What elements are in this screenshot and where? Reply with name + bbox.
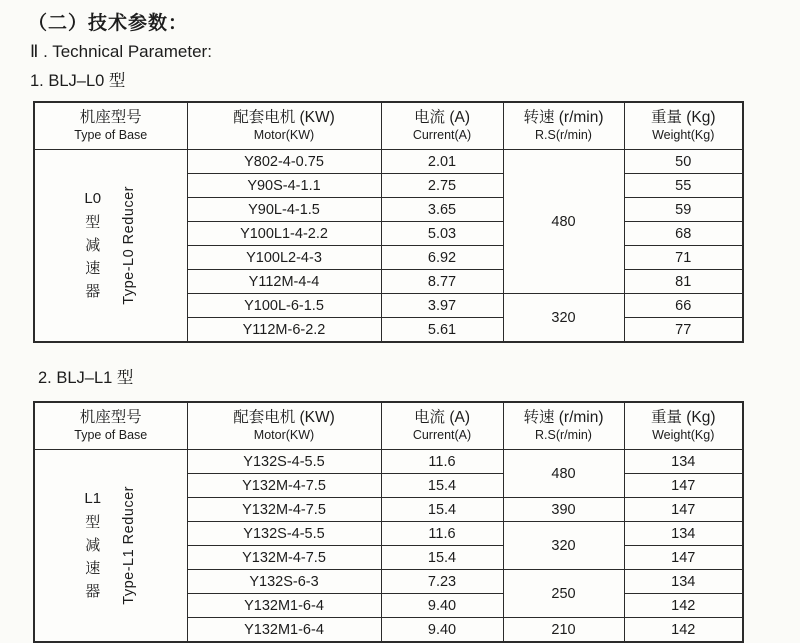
- header-label-en: Weight(Kg): [652, 428, 715, 443]
- weight-cell: 147: [624, 474, 743, 498]
- speed-cell: 480: [503, 150, 624, 294]
- side-label-cn: [84, 487, 101, 603]
- header-label-cn: 转速 (r/min): [523, 108, 604, 126]
- weight-cell: 68: [624, 222, 743, 246]
- weight-cell: 134: [624, 570, 743, 594]
- header-label-cn: 重量 (Kg): [650, 408, 716, 426]
- table2-heading: 2. BLJ–L1 型: [38, 369, 134, 387]
- motor-cell: Y132M-4-7.5: [187, 474, 381, 498]
- weight-cell: 59: [624, 198, 743, 222]
- header-label-en: Weight(Kg): [652, 128, 715, 143]
- table-head: [34, 102, 743, 150]
- current-cell: 8.77: [381, 270, 503, 294]
- header-label-en: Current(A): [412, 128, 472, 143]
- table1-heading: 1. BLJ–L0 型: [30, 72, 126, 90]
- current-cell: 6.92: [381, 246, 503, 270]
- header-cell-2: [381, 102, 503, 150]
- current-cell: 7.23: [381, 570, 503, 594]
- header-label-en: Motor(KW): [253, 128, 315, 143]
- weight-cell: 142: [624, 594, 743, 618]
- weight-cell: 134: [624, 450, 743, 474]
- header-label-en: R.S(r/min): [535, 428, 592, 443]
- side-label: [35, 186, 187, 305]
- table-head: [34, 402, 743, 450]
- header-label-en: Type of Base: [74, 128, 148, 143]
- header-cell-4: [624, 402, 743, 450]
- speed-cell: 390: [503, 498, 624, 522]
- header-label-en: R.S(r/min): [535, 128, 592, 143]
- motor-cell: Y90S-4-1.1: [187, 174, 381, 198]
- side-label-cn-char: 器: [85, 283, 101, 301]
- header-row: [34, 402, 743, 450]
- speed-cell: 480: [503, 450, 624, 498]
- header-cell-3: [503, 102, 624, 150]
- section-title-cn: （二）技术参数：: [28, 13, 189, 34]
- motor-cell: Y100L1-4-2.2: [187, 222, 381, 246]
- speed-cell: 250: [503, 570, 624, 618]
- motor-cell: Y132M-4-7.5: [187, 498, 381, 522]
- speed-cell: 320: [503, 294, 624, 343]
- weight-cell: 134: [624, 522, 743, 546]
- table-row: [34, 450, 743, 474]
- weight-cell: 142: [624, 618, 743, 643]
- header-label-cn: 机座型号: [79, 408, 142, 426]
- current-cell: 3.65: [381, 198, 503, 222]
- current-cell: 2.75: [381, 174, 503, 198]
- motor-cell: Y132S-4-5.5: [187, 450, 381, 474]
- side-label-cn-char: 器: [85, 583, 101, 601]
- current-cell: 11.6: [381, 450, 503, 474]
- table-body: [34, 150, 743, 343]
- weight-cell: 147: [624, 498, 743, 522]
- side-label: [35, 486, 187, 605]
- table1-container: [0, 101, 800, 343]
- side-label-cn-char: 减: [85, 536, 101, 554]
- current-cell: 15.4: [381, 498, 503, 522]
- side-label-cn-char: 型: [85, 513, 101, 531]
- header-cell-0: [34, 102, 187, 150]
- side-label-cn-char: 型: [85, 213, 101, 231]
- motor-cell: Y90L-4-1.5: [187, 198, 381, 222]
- header-label-cn: 重量 (Kg): [650, 108, 716, 126]
- side-label-cn-char: 速: [85, 260, 101, 278]
- motor-cell: Y100L-6-1.5: [187, 294, 381, 318]
- current-cell: 2.01: [381, 150, 503, 174]
- motor-cell: Y132S-4-5.5: [187, 522, 381, 546]
- header-label-en: Type of Base: [74, 428, 148, 443]
- table-row: [34, 150, 743, 174]
- header-label-cn: 转速 (r/min): [523, 408, 604, 426]
- current-cell: 15.4: [381, 546, 503, 570]
- current-cell: 5.61: [381, 318, 503, 343]
- speed-cell: 320: [503, 522, 624, 570]
- side-cell: [34, 150, 187, 343]
- table2-container: [0, 401, 800, 643]
- side-label-en: Type-L1 Reducer: [121, 486, 138, 605]
- weight-cell: 66: [624, 294, 743, 318]
- motor-cell: Y802-4-0.75: [187, 150, 381, 174]
- weight-cell: 71: [624, 246, 743, 270]
- header-cell-1: [187, 402, 381, 450]
- parameter-table-2: [33, 401, 744, 643]
- header-cell-3: [503, 402, 624, 450]
- motor-cell: Y112M-6-2.2: [187, 318, 381, 343]
- current-cell: 3.97: [381, 294, 503, 318]
- speed-cell: 210: [503, 618, 624, 643]
- header-label-cn: 配套电机 (KW): [233, 408, 335, 426]
- header-label-cn: 配套电机 (KW): [233, 108, 335, 126]
- weight-cell: 55: [624, 174, 743, 198]
- current-cell: 9.40: [381, 594, 503, 618]
- motor-cell: Y132M-4-7.5: [187, 546, 381, 570]
- header-label-en: Current(A): [412, 428, 472, 443]
- table-body: [34, 450, 743, 643]
- header-cell-2: [381, 402, 503, 450]
- side-label-cn-char: L0: [84, 190, 102, 208]
- header-label-cn: 机座型号: [79, 108, 142, 126]
- parameter-table-1: [33, 101, 744, 343]
- header-cell-4: [624, 102, 743, 150]
- weight-cell: 50: [624, 150, 743, 174]
- motor-cell: Y132M1-6-4: [187, 618, 381, 643]
- current-cell: 15.4: [381, 474, 503, 498]
- motor-cell: Y132S-6-3: [187, 570, 381, 594]
- header-row: [34, 102, 743, 150]
- motor-cell: Y132M1-6-4: [187, 594, 381, 618]
- section-title-en: Ⅱ . Technical Parameter:: [30, 42, 212, 61]
- side-label-cn-char: L1: [84, 490, 102, 508]
- weight-cell: 147: [624, 546, 743, 570]
- motor-cell: Y112M-4-4: [187, 270, 381, 294]
- weight-cell: 77: [624, 318, 743, 343]
- current-cell: 9.40: [381, 618, 503, 643]
- side-label-cn-char: 减: [85, 236, 101, 254]
- header-label-en: Motor(KW): [253, 428, 315, 443]
- motor-cell: Y100L2-4-3: [187, 246, 381, 270]
- current-cell: 11.6: [381, 522, 503, 546]
- current-cell: 5.03: [381, 222, 503, 246]
- side-cell: [34, 450, 187, 643]
- side-label-en: Type-L0 Reducer: [121, 186, 138, 305]
- header-label-cn: 电流 (A): [414, 108, 470, 126]
- header-cell-0: [34, 402, 187, 450]
- weight-cell: 81: [624, 270, 743, 294]
- header-label-cn: 电流 (A): [414, 408, 470, 426]
- header-cell-1: [187, 102, 381, 150]
- side-label-cn: [84, 187, 101, 303]
- side-label-cn-char: 速: [85, 560, 101, 578]
